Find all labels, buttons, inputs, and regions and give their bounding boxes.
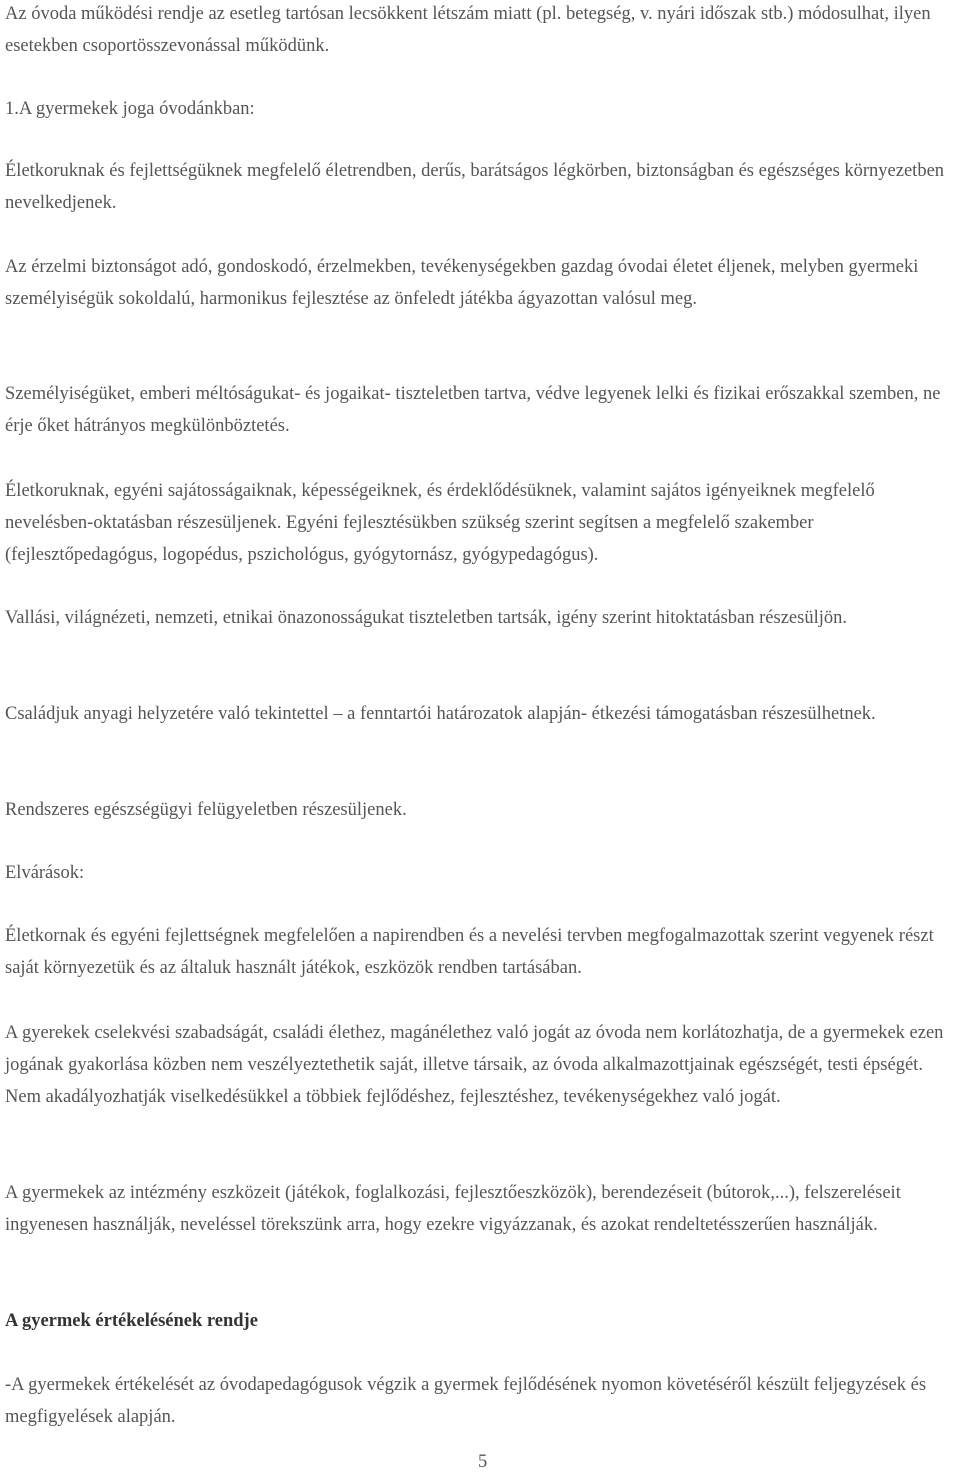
section-heading-child-evaluation: A gyermek értékelésének rendje [5, 1311, 258, 1331]
paragraph-health-supervision: Rendszeres egészségügyi felügyeletben részesüljenek. [5, 800, 407, 820]
section-heading-children-rights: 1.A gyermekek joga óvodánkban: [5, 99, 255, 119]
paragraph-tidiness: Életkornak és egyéni fejlettségnek megfelelően a napirendben és a nevelési tervben megfogalmazottak szerint vegyenek részt saját környezetük és az általuk használt játékok, eszközök rendben tartásában. [5, 926, 934, 978]
page-number: 5 [478, 1452, 488, 1472]
section-heading-expectations: Elvárások: [5, 863, 85, 883]
paragraph-emotional-safety: Az érzelmi biztonságot adó, gondoskodó, érzelmekben, tevékenységekben gazdag óvodai életet éljenek, melyben gyermeki személyiségük sokoldalú, harmonikus fejlesztése az önfeledt játékba ágyazottan valósul meg. [5, 257, 919, 309]
paragraph-individual-needs: Életkoruknak, egyéni sajátosságaiknak, képességeiknek, és érdeklődésüknek, valamint sajátos igényeiknek megfelelő nevelésben-oktatásban részesüljenek. Egyéni fejlesztésükben szükség szerint segítsen a megfelelő szakember (fejlesztőpedagógus, logopédus, pszichológus, gyógytornász, gyógypedagógus). [5, 481, 875, 565]
paragraph-equipment-use: A gyermekek az intézmény eszközeit (játékok, foglalkozási, fejlesztőeszközök), berendezéseit (bútorok,...), felszereléseit ingyenesen használják, neveléssel törekszünk arra, hogy ezekre vigyázzanak, és azokat rendeltetésszerűen használják. [5, 1183, 901, 1235]
paragraph-evaluation-method: -A gyermekek értékelését az óvodapedagógusok végzik a gyermek fejlődésének nyomon követéséről készült feljegyzések és megfigyelések alapján. [5, 1375, 927, 1427]
paragraph-operation-notice: Az óvoda működési rendje az esetleg tartósan lecsökkent létszám miatt (pl. betegség, v. nyári időszak stb.) módosulhat, ilyen esetekben csoportösszevonással működünk. [5, 4, 931, 56]
paragraph-freedom-of-action: A gyerekek cselekvési szabadságát, családi élethez, magánélethez való jogát az óvoda nem korlátozhatja, de a gyermekek ezen jogának gyakorlása közben nem veszélyeztethetik saját, illetve társaik, az óvoda alkalmazottjainak egészségét, testi épségét. Nem akadályozhatják viselkedésükkel a többiek fejlődéshez, fejlesztéshez, tevékenységekhez való jogát. [5, 1023, 944, 1107]
paragraph-personal-dignity: Személyiségüket, emberi méltóságukat- és jogaikat- tiszteletben tartva, védve legyenek lelki és fizikai erőszakkal szemben, ne érje őket hátrányos megkülönböztetés. [5, 384, 941, 436]
paragraph-religious-identity: Vallási, világnézeti, nemzeti, etnikai önazonosságukat tiszteletben tartsák, igény szerint hitoktatásban részesüljön. [5, 608, 847, 628]
paragraph-financial-support: Családjuk anyagi helyzetére való tekintettel – a fenntartói határozatok alapján- étkezési támogatásban részesülhetnek. [5, 704, 876, 724]
paragraph-life-order: Életkoruknak és fejlettségüknek megfelelő életrendben, derűs, barátságos légkörben, biztonságban és egészséges környezetben nevelkedjenek. [5, 161, 945, 213]
